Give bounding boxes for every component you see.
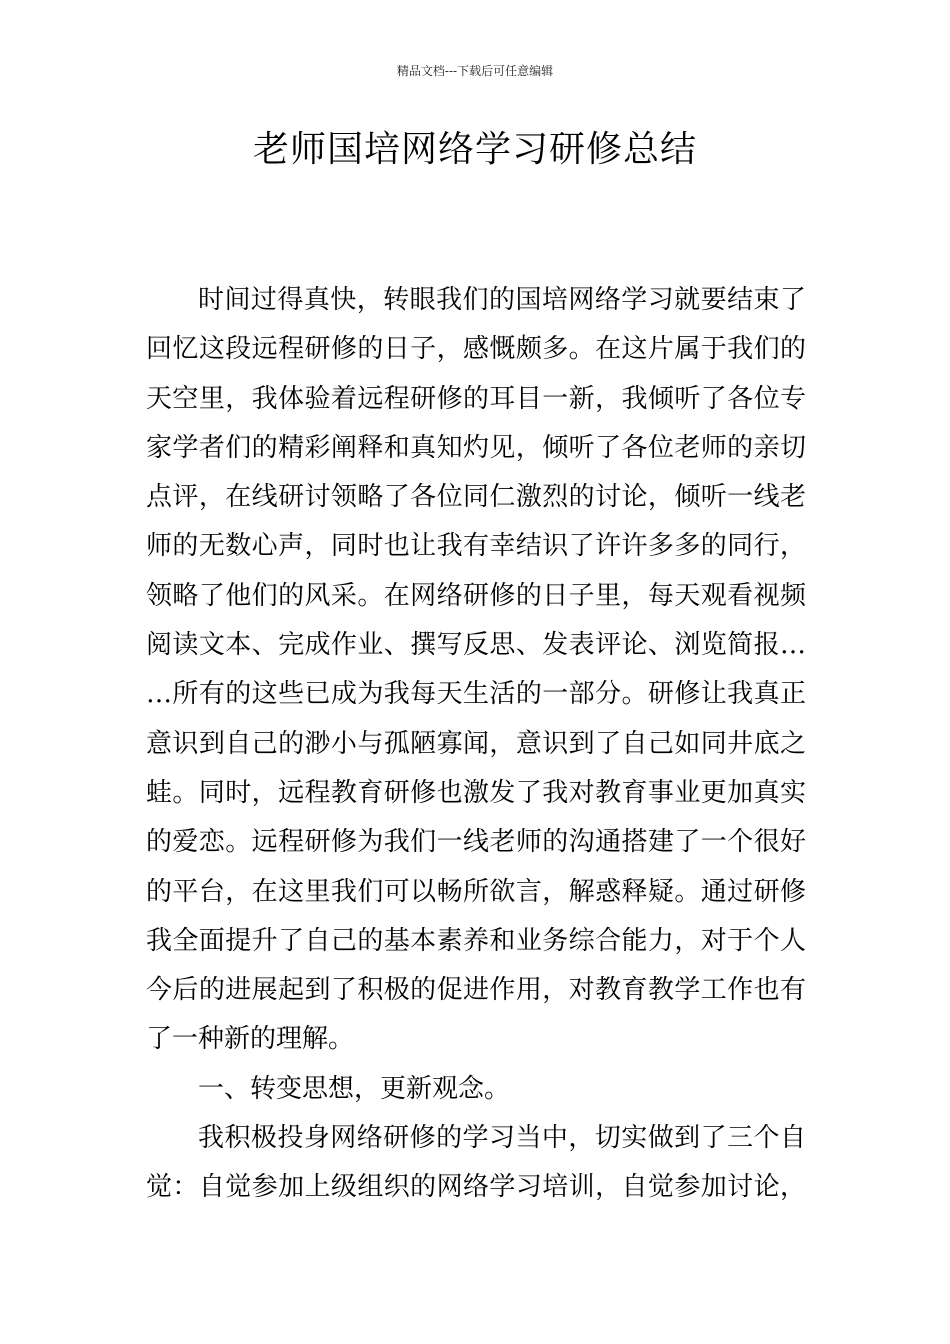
document-body <box>146 276 806 1213</box>
header-note: 精品文档---下载后可任意编辑 <box>396 64 554 78</box>
paragraph-line: 了一种新的理解。 <box>146 1024 355 1055</box>
paragraph-line: 家学者们的精彩阐释和真知灼见，倾听了各位老师的亲切 <box>146 432 806 463</box>
paragraph-line: 蛙。同时，远程教育研修也激发了我对教育事业更加真实 <box>146 777 806 808</box>
paragraph-line: 领略了他们的风采。在网络研修的日子里，每天观看视频 <box>146 580 806 611</box>
paragraph-line: 阅读文本、完成作业、撰写反思、发表评论、浏览简报… <box>146 630 806 661</box>
paragraph-line: 时间过得真快，转眼我们的国培网络学习就要结束了 <box>198 285 806 315</box>
paragraph-line: 意识到自己的渺小与孤陋寡闻，意识到了自己如同井底之 <box>146 728 806 759</box>
paragraph-line: 回忆这段远程研修的日子，感慨颇多。在这片属于我们的 <box>146 334 806 365</box>
document-title: 老师国培网络学习研修总结 <box>252 129 697 170</box>
paragraph-line: 师的无数心声，同时也让我有幸结识了许许多多的同行， <box>146 531 806 562</box>
paragraph-line: 的平台，在这里我们可以畅所欲言，解惑释疑。通过研修 <box>146 876 806 907</box>
paragraph-line: …所有的这些已成为我每天生活的一部分。研修让我真正 <box>146 679 806 710</box>
paragraph-line: 的爱恋。远程研修为我们一线老师的沟通搭建了一个很好 <box>146 827 806 858</box>
paragraph-line: 点评，在线研讨领略了各位同仁激烈的讨论，倾听一线老 <box>146 482 806 513</box>
paragraph-line: 觉：自觉参加上级组织的网络学习培训，自觉参加讨论， <box>146 1172 806 1203</box>
paragraph-line: 我全面提升了自己的基本素养和业务综合能力，对于个人 <box>146 925 806 956</box>
paragraph-line: 我积极投身网络研修的学习当中，切实做到了三个自 <box>198 1123 806 1154</box>
paragraph-line: 今后的进展起到了积极的促进作用，对教育教学工作也有 <box>146 975 806 1006</box>
paragraph-line: 天空里，我体验着远程研修的耳目一新，我倾听了各位专 <box>146 383 806 414</box>
section-heading: 一、转变思想，更新观念。 <box>198 1073 511 1104</box>
